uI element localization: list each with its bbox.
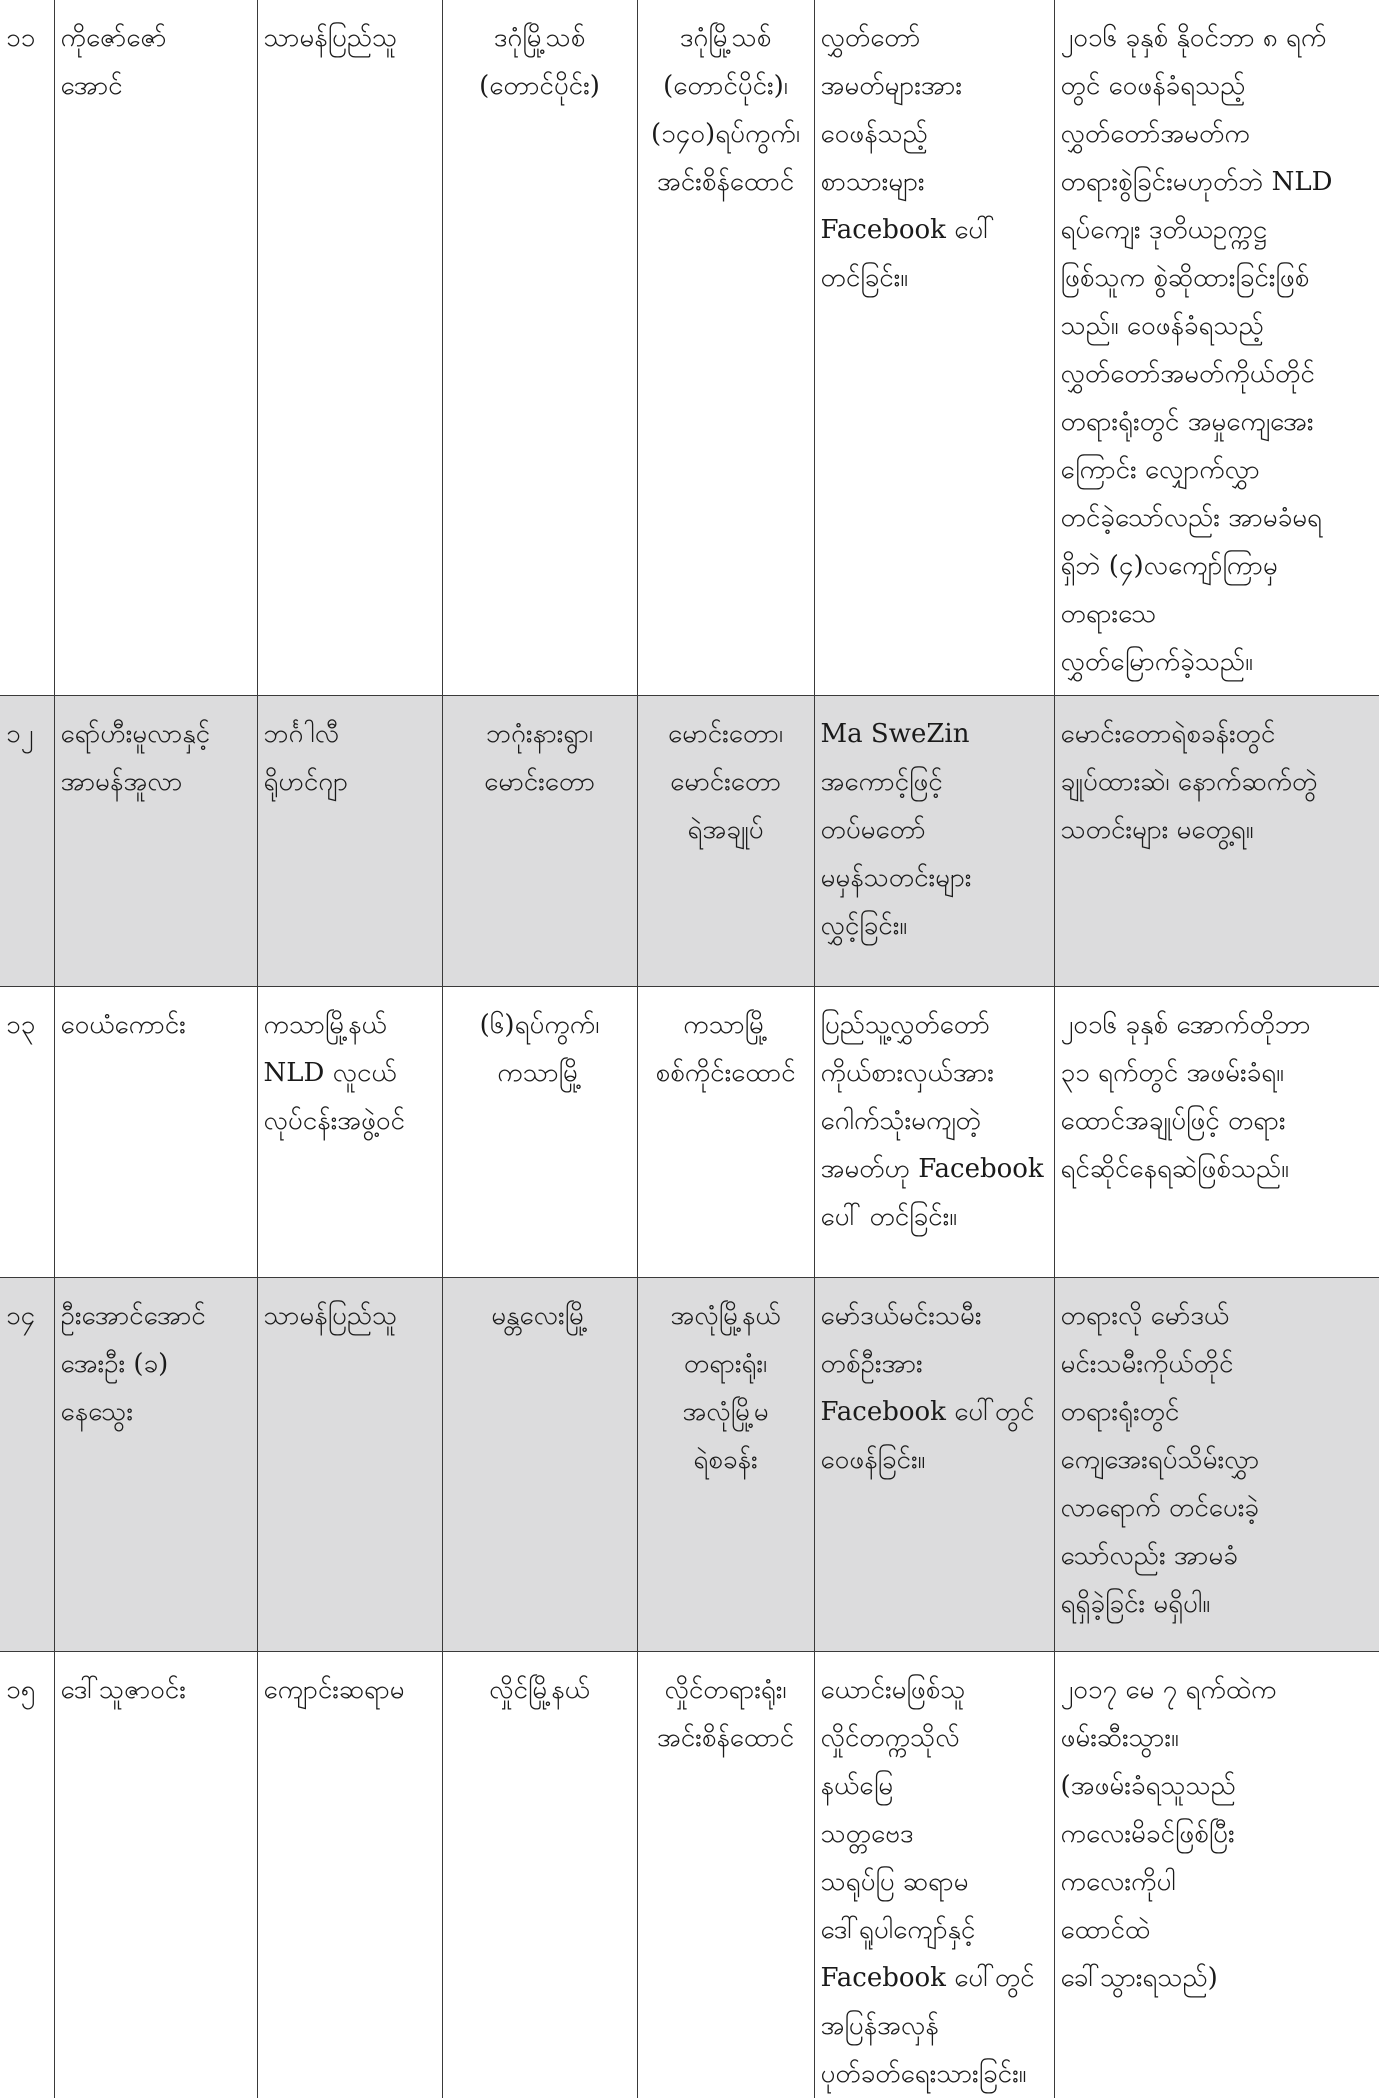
cell-status: ၂၀၁၆ ခုနှစ် နိုဝင်ဘာ ၈ ရက် တွင် ဝေဖန်ခံရသည့် လွှတ်တော်အမတ်က တရားစွဲခြင်းမဟုတ်ဘဲ NLD ရပ်ကျေး ဒုတိယဥက္ကဋ္ဌ ဖြစ်သူက စွဲဆိုထားခြင်းဖြစ် သည်။ ဝေဖန်ခံရသည့် လွှတ်တော်အမတ်ကိုယ်တိုင် တရားရုံးတွင် အမှုကျေအေး ကြောင်း လျှောက်လွှာ တင်ခဲ့သော်လည်း အာမခံမရ ရှိဘဲ (၄)လကျော်ကြာမှ တရားသေ လွှတ်မြောက်ခဲ့သည်။ xyxy=(1054,0,1379,695)
cell-no: ၁၃ xyxy=(0,986,54,1277)
cell-name: ဦးအောင်အောင် အေးဦး (ခ) နေသွေး xyxy=(54,1277,257,1651)
cell-occupation: ကျောင်းဆရာမ xyxy=(257,1651,442,2098)
table-row xyxy=(0,1277,1379,1651)
cell-location: ဘဂုံးနားရွာ၊ မောင်းတော xyxy=(442,695,637,986)
cell-location: လှိုင်မြို့နယ် xyxy=(442,1651,637,2098)
cell-location: မန္တလေးမြို့ xyxy=(442,1277,637,1651)
cell-no: ၁၂ xyxy=(0,695,54,986)
cell-charge: မော်ဒယ်မင်းသမီး တစ်ဦးအား Facebook ပေါ်တွင် ဝေဖန်ခြင်း။ xyxy=(814,1277,1054,1651)
cell-no: ၁၁ xyxy=(0,0,54,695)
cell-no: ၁၄ xyxy=(0,1277,54,1651)
cell-court: ကသာမြို့ စစ်ကိုင်းထောင် xyxy=(637,986,814,1277)
cell-court: ဒဂုံမြို့သစ် (တောင်ပိုင်း)၊ (၁၄၀)ရပ်ကွက်၊ အင်းစိန်ထောင် xyxy=(637,0,814,695)
cell-name: ရော်ဟီးမူလာနှင့် အာမန်အူလာ xyxy=(54,695,257,986)
cell-occupation: ကသာမြို့နယ် NLD လူငယ် လုပ်ငန်းအဖွဲ့ဝင် xyxy=(257,986,442,1277)
cell-status: ၂၀၁၆ ခုနှစ် အောက်တိုဘာ ၃၁ ရက်တွင် အဖမ်းခံရ။ ထောင်အချုပ်ဖြင့် တရား ရင်ဆိုင်နေရဆဲဖြစ်သည်။ xyxy=(1054,986,1379,1277)
cell-charge: Ma SweZin အကောင့်ဖြင့် တပ်မတော် မမှန်သတင်းများ လွှင့်ခြင်း။ xyxy=(814,695,1054,986)
cell-status: တရားလို မော်ဒယ် မင်းသမီးကိုယ်တိုင် တရားရုံးတွင် ကျေအေးရပ်သိမ်းလွှာ လာရောက် တင်ပေးခဲ့ သော်လည်း အာမခံ ရရှိခဲ့ခြင်း မရှိပါ။ xyxy=(1054,1277,1379,1651)
cell-charge: ယောင်းမဖြစ်သူ လှိုင်တက္ကသိုလ် နယ်မြေ သတ္တဗေဒ သရုပ်ပြ ဆရာမ ဒေါ်ရူပါကျော်နှင့် Facebook ပေါ်တွင် အပြန်အလှန် ပုတ်ခတ်ရေးသားခြင်း။ xyxy=(814,1651,1054,2098)
cell-status: မောင်းတောရဲစခန်းတွင် ချုပ်ထားဆဲ၊ နောက်ဆက်တွဲ သတင်းများ မတွေ့ရ။ xyxy=(1054,695,1379,986)
cell-court: လှိုင်တရားရုံး၊ အင်းစိန်ထောင် xyxy=(637,1651,814,2098)
cell-court: မောင်းတော၊ မောင်းတော ရဲအချုပ် xyxy=(637,695,814,986)
cell-court: အလုံမြို့နယ် တရားရုံး၊ အလုံမြို့မ ရဲစခန်း xyxy=(637,1277,814,1651)
cell-status: ၂၀၁၇ မေ ၇ ရက်ထဲက ဖမ်းဆီးသွား။ (အဖမ်းခံရသူသည် ကလေးမိခင်ဖြစ်ပြီး ကလေးကိုပါ ထောင်ထဲ ခေါ်သွားရသည်) xyxy=(1054,1651,1379,2098)
cell-name: ဒေါ်သူဇာဝင်း xyxy=(54,1651,257,2098)
cell-location: ဒဂုံမြို့သစ် (တောင်ပိုင်း) xyxy=(442,0,637,695)
table-row xyxy=(0,986,1379,1277)
table-row xyxy=(0,0,1379,695)
table-row xyxy=(0,695,1379,986)
table-row xyxy=(0,1651,1379,2098)
cell-no: ၁၅ xyxy=(0,1651,54,2098)
cell-occupation: သာမန်ပြည်သူ xyxy=(257,1277,442,1651)
cell-occupation: ဘင်္ဂါလီ ရိုဟင်ဂျာ xyxy=(257,695,442,986)
cell-name: ကိုဇော်ဇော် အောင် xyxy=(54,0,257,695)
cell-location: (၆)ရပ်ကွက်၊ ကသာမြို့ xyxy=(442,986,637,1277)
cell-occupation: သာမန်ပြည်သူ xyxy=(257,0,442,695)
cell-charge: လွှတ်တော် အမတ်များအား ဝေဖန်သည့် စာသားများ Facebook ပေါ် တင်ခြင်း။ xyxy=(814,0,1054,695)
cell-name: ဝေယံကောင်း xyxy=(54,986,257,1277)
cell-charge: ပြည်သူ့လွှတ်တော် ကိုယ်စားလှယ်အား ဂေါက်သုံးမကျတဲ့ အမတ်ဟု Facebook ပေါ် တင်ခြင်း။ xyxy=(814,986,1054,1277)
